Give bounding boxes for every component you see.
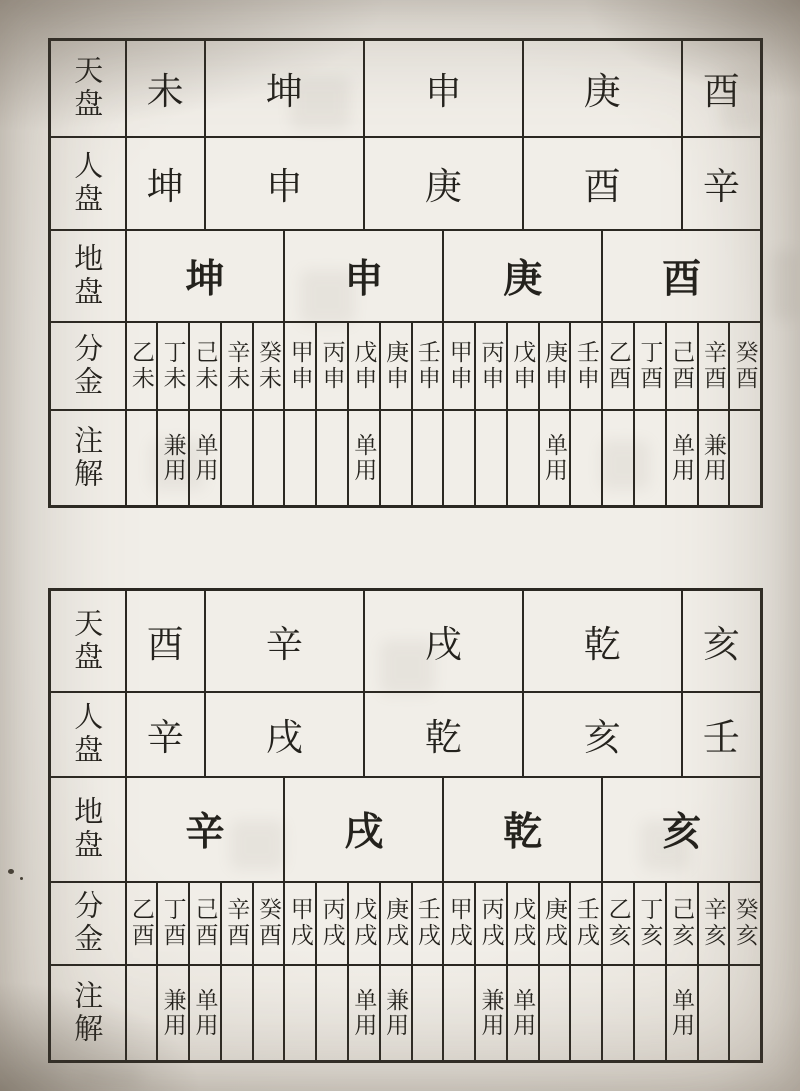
- zhujie-cell: [284, 410, 316, 507]
- zhujie-cell: [316, 965, 348, 1062]
- zhujie-cell: 单用: [348, 410, 380, 507]
- zhujie-cell: [729, 410, 761, 507]
- renpan-row: [50, 692, 762, 777]
- zhujie-cell: [221, 410, 253, 507]
- row-header-zhujie: 注解: [50, 965, 126, 1062]
- renpan-cell: 申: [205, 137, 364, 230]
- zhujie-cell: 兼用: [157, 410, 189, 507]
- tianpan-cell: 庚: [523, 40, 682, 137]
- fenjin-cell: 癸酉: [729, 322, 761, 410]
- zhujie-cell: 单用: [189, 965, 221, 1062]
- fenjin-cell: 甲戌: [284, 882, 316, 965]
- zhujie-cell: [316, 410, 348, 507]
- zhujie-cell: 单用: [348, 965, 380, 1062]
- renpan-cell: 坤: [126, 137, 205, 230]
- tianpan-cell: 坤: [205, 40, 364, 137]
- zhujie-cell: [412, 965, 444, 1062]
- renpan-row: [50, 137, 762, 230]
- tianpan-cell: 亥: [682, 590, 762, 692]
- renpan-cell: 庚: [364, 137, 523, 230]
- zhujie-cell: [253, 965, 285, 1062]
- row-header-fenjin: 分金: [50, 322, 126, 410]
- fenjin-cell: 戊戌: [348, 882, 380, 965]
- fenjin-cell: 己未: [189, 322, 221, 410]
- fenjin-cell: 辛酉: [698, 322, 730, 410]
- dipan-cell: 庚: [443, 230, 602, 322]
- compass-table-bottom: [48, 588, 763, 1063]
- fenjin-cell: 戊申: [348, 322, 380, 410]
- tianpan-cell: 申: [364, 40, 523, 137]
- fenjin-cell: 丙戌: [316, 882, 348, 965]
- fenjin-cell: 甲戌: [443, 882, 475, 965]
- zhujie-cell: [412, 410, 444, 507]
- fenjin-cell: 甲申: [284, 322, 316, 410]
- renpan-cell: 壬: [682, 692, 762, 777]
- zhujie-cell: 单用: [539, 410, 571, 507]
- renpan-cell: 乾: [364, 692, 523, 777]
- dipan-cell: 乾: [443, 777, 602, 882]
- fenjin-cell: 庚戌: [539, 882, 571, 965]
- fenjin-cell: 己亥: [666, 882, 698, 965]
- ink-speck: [8, 869, 14, 874]
- fenjin-cell: 乙未: [126, 322, 158, 410]
- zhujie-cell: 单用: [666, 965, 698, 1062]
- zhujie-cell: 单用: [507, 965, 539, 1062]
- row-header-dipan: 地盘: [50, 777, 126, 882]
- tianpan-cell: 戌: [364, 590, 523, 692]
- page-bleedthrough-smudge: [770, 250, 800, 320]
- fenjin-cell: 癸亥: [729, 882, 761, 965]
- tianpan-cell: 酉: [682, 40, 762, 137]
- row-header-dipan: 地盘: [50, 230, 126, 322]
- zhujie-cell: [253, 410, 285, 507]
- fenjin-cell: 癸未: [253, 322, 285, 410]
- fenjin-row: [50, 882, 762, 965]
- zhujie-cell: [539, 965, 571, 1062]
- dipan-row: [50, 230, 762, 322]
- dipan-cell: 辛: [126, 777, 285, 882]
- zhujie-cell: [507, 410, 539, 507]
- tianpan-cell: 未: [126, 40, 205, 137]
- fenjin-cell: 乙酉: [602, 322, 634, 410]
- fenjin-cell: 辛亥: [698, 882, 730, 965]
- row-header-fenjin: 分金: [50, 882, 126, 965]
- row-header-zhujie: 注解: [50, 410, 126, 507]
- zhujie-cell: [475, 410, 507, 507]
- zhujie-cell: 兼用: [698, 410, 730, 507]
- fenjin-cell: 丙申: [316, 322, 348, 410]
- renpan-cell: 辛: [126, 692, 205, 777]
- zhujie-row: [50, 410, 762, 507]
- fenjin-row: [50, 322, 762, 410]
- fenjin-cell: 壬申: [412, 322, 444, 410]
- zhujie-cell: [602, 965, 634, 1062]
- fenjin-cell: 庚申: [539, 322, 571, 410]
- tianpan-row: [50, 590, 762, 692]
- fenjin-cell: 癸酉: [253, 882, 285, 965]
- zhujie-cell: 兼用: [475, 965, 507, 1062]
- fenjin-cell: 丁酉: [157, 882, 189, 965]
- renpan-cell: 戌: [205, 692, 364, 777]
- fenjin-cell: 壬戌: [570, 882, 602, 965]
- zhujie-cell: 兼用: [157, 965, 189, 1062]
- dipan-cell: 酉: [602, 230, 761, 322]
- fenjin-cell: 辛酉: [221, 882, 253, 965]
- fenjin-cell: 壬戌: [412, 882, 444, 965]
- fenjin-cell: 戊申: [507, 322, 539, 410]
- ink-speck: [20, 877, 23, 880]
- zhujie-cell: [602, 410, 634, 507]
- fenjin-cell: 丁未: [157, 322, 189, 410]
- zhujie-cell: [443, 965, 475, 1062]
- fenjin-cell: 庚戌: [380, 882, 412, 965]
- renpan-cell: 酉: [523, 137, 682, 230]
- compass-table-top: [48, 38, 763, 508]
- zhujie-cell: [284, 965, 316, 1062]
- row-header-renpan: 人盘: [50, 137, 126, 230]
- zhujie-cell: [729, 965, 761, 1062]
- zhujie-cell: [380, 410, 412, 507]
- zhujie-cell: [126, 410, 158, 507]
- zhujie-cell: [126, 965, 158, 1062]
- tianpan-row: [50, 40, 762, 137]
- dipan-cell: 亥: [602, 777, 761, 882]
- page-bleedthrough-smudge: [80, 1066, 140, 1088]
- dipan-row: [50, 777, 762, 882]
- zhujie-cell: [698, 965, 730, 1062]
- fenjin-cell: 甲申: [443, 322, 475, 410]
- zhujie-cell: 单用: [666, 410, 698, 507]
- fenjin-cell: 己酉: [189, 882, 221, 965]
- fenjin-cell: 丁酉: [634, 322, 666, 410]
- fenjin-cell: 乙亥: [602, 882, 634, 965]
- fenjin-cell: 辛未: [221, 322, 253, 410]
- zhujie-cell: [221, 965, 253, 1062]
- tianpan-cell: 乾: [523, 590, 682, 692]
- renpan-cell: 亥: [523, 692, 682, 777]
- fenjin-cell: 乙酉: [126, 882, 158, 965]
- zhujie-cell: 兼用: [380, 965, 412, 1062]
- renpan-cell: 辛: [682, 137, 762, 230]
- zhujie-cell: [443, 410, 475, 507]
- fenjin-cell: 戊戌: [507, 882, 539, 965]
- fenjin-cell: 丁亥: [634, 882, 666, 965]
- fenjin-cell: 壬申: [570, 322, 602, 410]
- fenjin-cell: 己酉: [666, 322, 698, 410]
- zhujie-cell: 单用: [189, 410, 221, 507]
- tianpan-cell: 辛: [205, 590, 364, 692]
- row-header-tianpan: 天盘: [50, 40, 126, 137]
- zhujie-cell: [634, 965, 666, 1062]
- fenjin-cell: 丙戌: [475, 882, 507, 965]
- fenjin-cell: 庚申: [380, 322, 412, 410]
- zhujie-cell: [570, 410, 602, 507]
- dipan-cell: 戌: [284, 777, 443, 882]
- dipan-cell: 申: [284, 230, 443, 322]
- row-header-tianpan: 天盘: [50, 590, 126, 692]
- zhujie-cell: [634, 410, 666, 507]
- tianpan-cell: 酉: [126, 590, 205, 692]
- zhujie-row: [50, 965, 762, 1062]
- zhujie-cell: [570, 965, 602, 1062]
- row-header-renpan: 人盘: [50, 692, 126, 777]
- dipan-cell: 坤: [126, 230, 285, 322]
- fenjin-cell: 丙申: [475, 322, 507, 410]
